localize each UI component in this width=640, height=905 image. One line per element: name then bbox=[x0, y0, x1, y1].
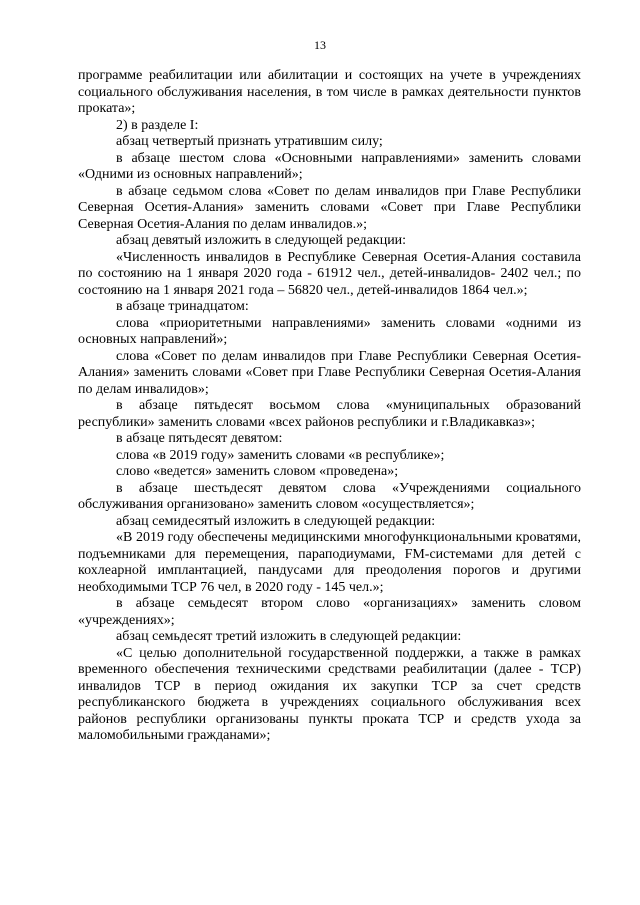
paragraph: в абзаце семьдесят втором слово «организациях» заменить словом «учреждениях»; bbox=[78, 596, 581, 628]
page-number: 13 bbox=[314, 38, 326, 52]
paragraph: абзац девятый изложить в следующей редакции: bbox=[116, 233, 407, 248]
paragraph: в абзаце шестьдесят девятом слова «Учреждениями социального обслуживания организовано» заменить словом «осуществляется»; bbox=[78, 480, 581, 512]
paragraph: абзац четвертый признать утратившим силу; bbox=[116, 134, 383, 149]
paragraph: «В 2019 году обеспечены медицинскими многофункциональными кроватями, подъемниками для перемещения, параподиумами, FM-системами для детей с кохлеарной имплантацией, пандусами для преодоления порогов и другими необходимыми ТСР 76 чел, в 2020 году - 145 чел.»; bbox=[78, 530, 581, 595]
paragraph: в абзаце пятьдесят восьмом слова «муниципальных образований республики» заменить словами «всех районов республики и г.Владикавказ»; bbox=[78, 398, 581, 430]
paragraph: в абзаце шестом слова «Основными направлениями» заменить словами «Одними из основных направлений»; bbox=[78, 150, 581, 182]
paragraph: абзац семьдесят третий изложить в следующей редакции: bbox=[116, 629, 462, 644]
paragraph: в абзаце седьмом слова «Совет по делам инвалидов при Главе Республики Северная Осетия-Алания» заменить словами «Совет при Главе Республики Северная Осетия-Алания по делам инвалидов.»; bbox=[78, 183, 581, 232]
paragraph: 2) в разделе I: bbox=[116, 117, 199, 133]
document-body bbox=[78, 68, 581, 745]
paragraph: программе реабилитации или абилитации и состоящих на учете в учреждениях социального обслуживания населения, в том числе в рамках деятельности пунктов проката»; bbox=[78, 68, 581, 116]
paragraph: в абзаце пятьдесят девятом: bbox=[116, 431, 283, 446]
paragraph: слова «приоритетными направлениями» заменить словами «одними из основных направлений»; bbox=[78, 315, 581, 347]
paragraph: «С целью дополнительной государственной поддержки, а также в рамках временного обеспечения техническими средствами реабилитации (далее - ТСР) инвалидов ТСР в период ожидания их закупки ТСР за счет средств республиканского бюджета в учреждениях социального обслуживания всех районов республики организованы пункты проката ТСР и средств ухода за маломобильными гражданами»; bbox=[78, 645, 581, 743]
paragraph: в абзаце тринадцатом: bbox=[116, 299, 249, 314]
paragraph: слова «Совет по делам инвалидов при Главе Республики Северная Осетия-Алания» заменить словами «Совет при Главе Республики Северная Осетия-Алания по делам инвалидов»; bbox=[78, 348, 581, 397]
paragraph: абзац семидесятый изложить в следующей редакции: bbox=[116, 513, 436, 529]
paragraph: слово «ведется» заменить словом «проведена»; bbox=[116, 464, 399, 479]
paragraph: слова «в 2019 году» заменить словами «в республике»; bbox=[116, 447, 445, 463]
paragraph: «Численность инвалидов в Республике Северная Осетия-Алания составила по состоянию на 1 января 2020 года - 61912 чел., детей-инвалидов- 2402 чел.; по состоянию на 1 января 2021 года – 56820 чел., детей-инвалидов 1864 чел.»; bbox=[78, 249, 581, 298]
